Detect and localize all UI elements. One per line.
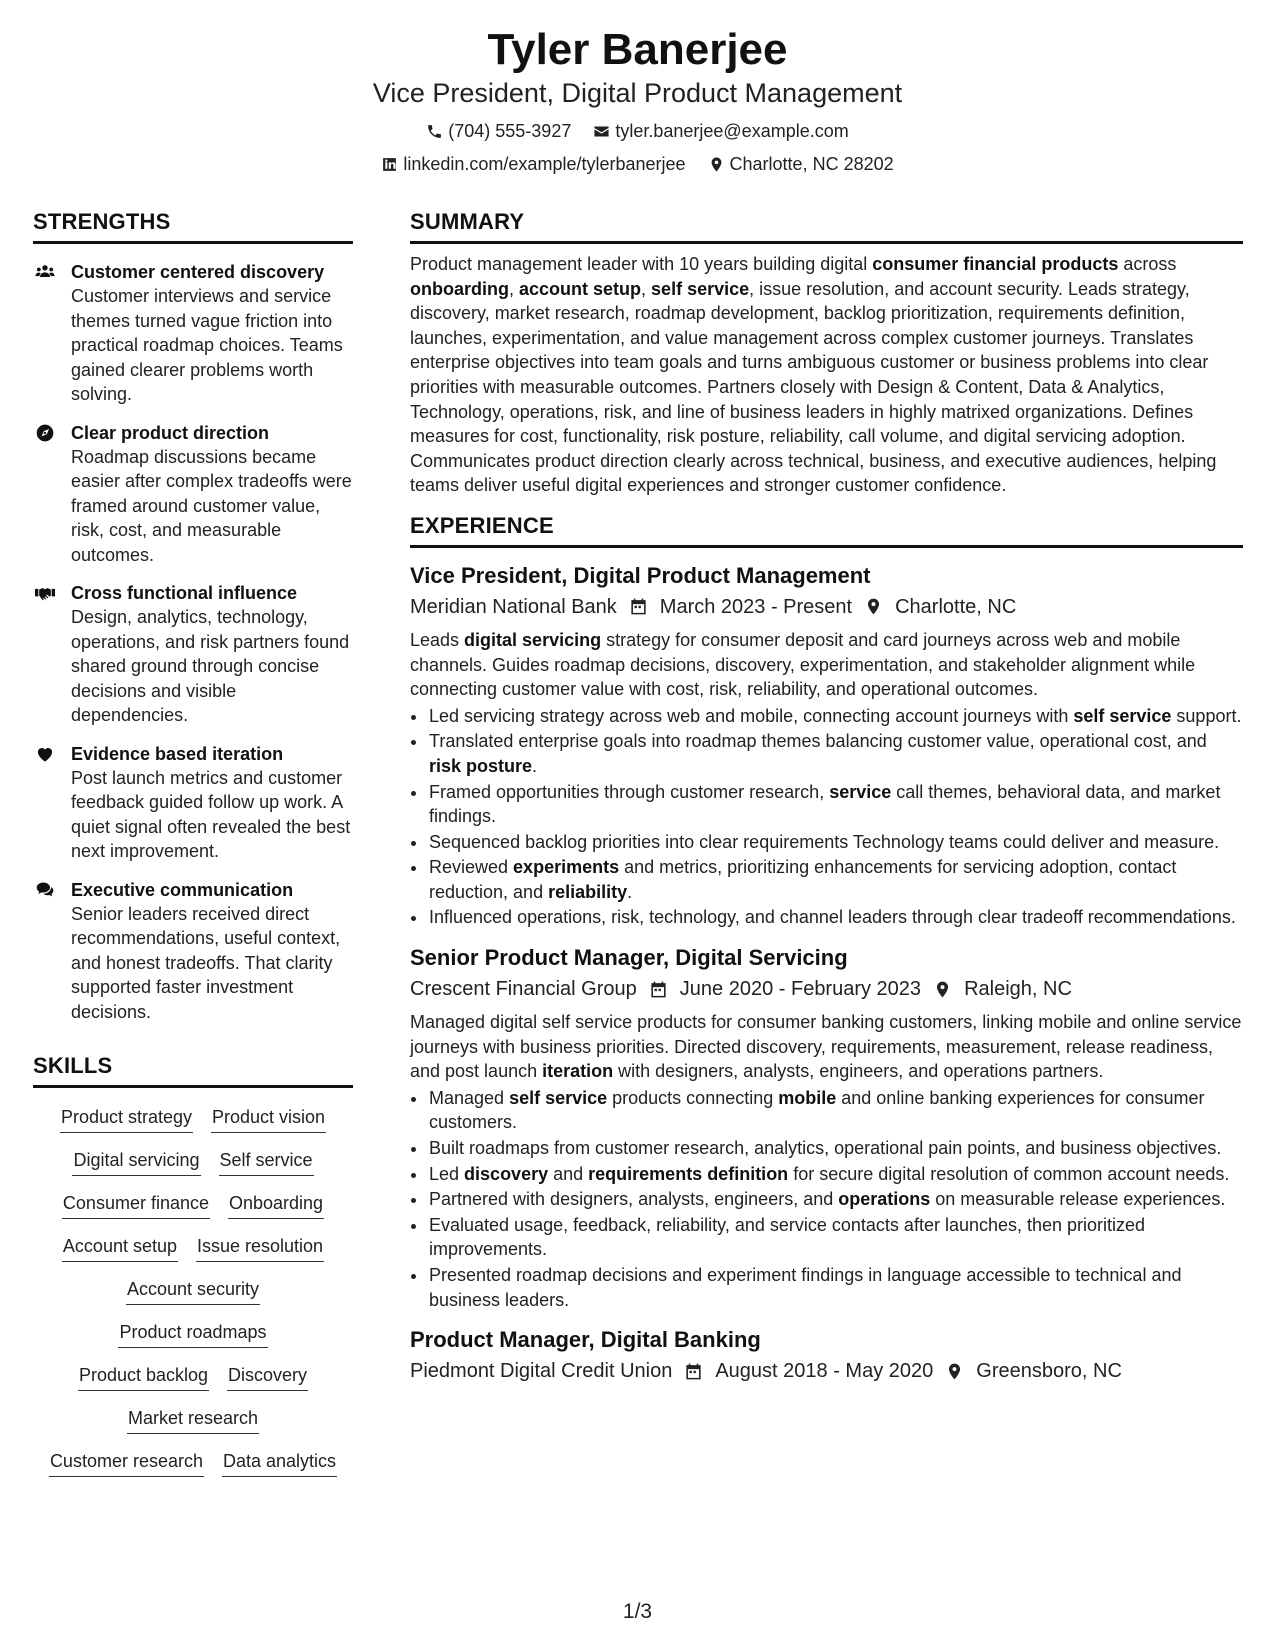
company-name: Piedmont Digital Credit Union (410, 1360, 673, 1383)
contact-row-1 (0, 120, 1275, 142)
strength-item (33, 878, 353, 1025)
bold-keyword: self service (651, 278, 750, 299)
phone-text: (704) 555-3927 (448, 121, 572, 141)
bold-keyword: service (829, 781, 892, 802)
strength-title: Customer centered discovery (71, 262, 325, 282)
skill-row (33, 1149, 353, 1176)
job-meta (410, 976, 1243, 1002)
job-dates: June 2020 - February 2023 (679, 978, 922, 1001)
skill-tag: Market research (127, 1407, 259, 1434)
bullet-item: • Led servicing strategy across web and mobile, connecting account journeys with self service support. (428, 704, 1243, 729)
skill-tag: Self service (219, 1149, 314, 1176)
bullet-item: • Sequenced backlog priorities into clear requirements Technology teams could deliver and measure. (428, 830, 1243, 855)
strengths-heading: STRENGTHS (33, 208, 353, 244)
skills-heading: SKILLS (33, 1052, 353, 1088)
phone-icon (426, 123, 443, 140)
skill-tag: Product backlog (78, 1364, 209, 1391)
skill-tag: Consumer finance (62, 1192, 210, 1219)
bullet-item: • Partnered with designers, analysts, engineers, and operations on measurable release experiences. (428, 1187, 1243, 1212)
email-contact[interactable] (593, 120, 848, 142)
strength-item (33, 260, 353, 407)
skill-tag: Product vision (211, 1106, 326, 1133)
calendar-icon (649, 980, 668, 999)
strength-title: Cross functional influence (71, 583, 298, 603)
skill-row (33, 1235, 353, 1262)
job-bullets (410, 704, 1243, 930)
strengths-list (33, 260, 353, 1024)
bold-keyword: digital servicing (464, 629, 602, 650)
bold-keyword: self service (509, 1087, 608, 1108)
skill-tag: Data analytics (222, 1450, 337, 1477)
strength-item (33, 581, 353, 728)
job-entry (410, 1326, 1243, 1384)
job-dates: August 2018 - May 2020 (715, 1360, 934, 1383)
compass-icon (35, 423, 55, 443)
skill-row (33, 1321, 353, 1348)
bullet-item: • Framed opportunities through customer research, service call themes, behavioral data, and market findings. (428, 780, 1243, 829)
bold-keyword: onboarding (410, 278, 509, 299)
strength-description: Customer interviews and service themes turned vague friction into practical roadmap choices. Teams gained clearer problems worth solving. (71, 286, 343, 404)
strength-title: Executive communication (71, 879, 294, 900)
envelope-icon (593, 123, 610, 140)
company-name: Meridian National Bank (410, 595, 617, 618)
company-name: Crescent Financial Group (410, 978, 637, 1001)
bold-keyword: operations (838, 1189, 931, 1210)
bullet-item: • Influenced operations, risk, technology, and channel leaders through clear tradeoff recommendations. (428, 905, 1243, 930)
bullet-item: • Reviewed experiments and metrics, prioritizing enhancements for servicing adoption, contact reduction, and reliability. (428, 855, 1243, 904)
candidate-title: Vice President, Digital Product Management (372, 78, 903, 108)
bold-keyword: requirements definition (588, 1163, 789, 1184)
map-marker-icon (933, 980, 952, 999)
job-location: Charlotte, NC (895, 595, 1017, 618)
map-marker-icon (708, 156, 725, 173)
strength-title: Clear product direction (71, 422, 270, 443)
users-icon (35, 262, 55, 282)
skill-tag: Customer research (49, 1450, 204, 1477)
right-column (410, 208, 1243, 1384)
job-description: Managed digital self service products for consumer banking customers, linking mobile and online service journeys with business priorities. Directed discovery, requirements, measurement, release readiness, and post launch iteration with designers, analysts, engineers, and operations partners. (410, 1012, 1242, 1082)
bullet-item: • Evaluated usage, feedback, reliability, and service contacts after launches, then prioritized improvements. (428, 1213, 1243, 1262)
bullet-item: • Built roadmaps from customer research, analytics, operational pain points, and business objectives. (428, 1136, 1243, 1161)
job-dates: March 2023 - Present (659, 595, 853, 618)
heart-icon (35, 744, 55, 764)
bullet-item: • Presented roadmap decisions and experiment findings in language accessible to technical and business leaders. (428, 1263, 1243, 1312)
skill-row (33, 1278, 353, 1305)
email-text[interactable]: tyler.banerjee@example.com (615, 121, 849, 141)
skill-tag: Product strategy (60, 1106, 193, 1133)
job-title: Product Manager, Digital Banking (410, 1327, 761, 1353)
bold-keyword: account setup (519, 278, 642, 299)
skill-tag: Discovery (227, 1364, 308, 1391)
skill-tag: Product roadmaps (118, 1321, 267, 1348)
job-title: Vice President, Digital Product Management (410, 562, 871, 588)
jobs-list (410, 562, 1243, 1384)
comments-icon (35, 880, 55, 900)
skill-row (33, 1192, 353, 1219)
experience-section (410, 512, 1243, 1384)
linkedin-contact[interactable] (381, 153, 685, 175)
skill-row (33, 1450, 353, 1477)
skill-row (33, 1106, 353, 1133)
contact-row-2 (0, 153, 1275, 175)
bullet-item: • Translated enterprise goals into roadmap themes balancing customer value, operational cost, and risk posture. (428, 729, 1243, 778)
candidate-name: Tyler Banerjee (487, 25, 788, 74)
strength-item (33, 421, 353, 568)
calendar-icon (684, 1362, 703, 1381)
bold-keyword: discovery (464, 1163, 549, 1184)
linkedin-text[interactable]: linkedin.com/example/tylerbanerjee (403, 154, 686, 174)
page-number: 1/3 (622, 1600, 653, 1623)
strength-description: Roadmap discussions became easier after complex tradeoffs were framed around customer value, risk, cost, and measurable outcomes. (71, 446, 352, 565)
skill-tag: Account security (126, 1278, 260, 1305)
linkedin-icon (381, 156, 398, 173)
skills-list (33, 1106, 353, 1477)
bold-keyword: iteration (542, 1061, 614, 1082)
bold-keyword: mobile (778, 1087, 837, 1108)
experience-heading: EXPERIENCE (410, 512, 1243, 548)
skill-tag: Onboarding (228, 1192, 324, 1219)
phone-contact (426, 120, 571, 142)
strength-description: Design, analytics, technology, operations, and risk partners found shared ground through concise decisions and visible dependencies. (71, 607, 350, 725)
job-description: Leads digital servicing strategy for consumer deposit and card journeys across web and mobile channels. Guides roadmap decisions, discovery, experimentation, and stakeholder alignment while connecting customer value with cost, risk, reliability, and operational outcomes. (410, 629, 1196, 700)
bold-keyword: self service (1073, 705, 1172, 726)
left-column (33, 208, 353, 1477)
bold-keyword: consumer financial products (872, 254, 1119, 274)
summary-heading: SUMMARY (410, 208, 1243, 244)
job-title: Senior Product Manager, Digital Servicing (410, 945, 848, 971)
summary-text: Product management leader with 10 years building digital consumer financial products across onboarding, account setup, self service, issue resolution, and account security. Leads strategy, discovery, market research, roadmap development, backlog prioritization, requirements definition, launches, experimentation, and value management across complex customer journeys. Translates enterprise objectives into team goals and turns ambiguous customer or business problems into clear priorities with measurable outcomes. Partners closely with Design & Content, Data & Analytics, Technology, operations, risk, and line of business leaders in highly matrixed organizations. Defines measures for cost, functionality, risk posture, reliability, call volume, and digital servicing adoption. Communicates product direction clearly across technical, business, and executive audiences, helping teams deliver useful digital experiences and stronger customer confidence. (410, 254, 1217, 496)
location-contact (708, 153, 894, 175)
skill-tag: Issue resolution (196, 1235, 324, 1262)
job-bullets (410, 1086, 1243, 1312)
skill-tag: Account setup (62, 1235, 178, 1262)
map-marker-icon (864, 597, 883, 616)
strength-title: Evidence based iteration (71, 743, 284, 764)
bullet-item: • Led discovery and requirements definition for secure digital resolution of common account needs. (428, 1162, 1243, 1187)
job-entry (410, 944, 1243, 1312)
skill-row (33, 1407, 353, 1434)
bullet-item: • Managed self service products connecting mobile and online banking experiences for consumer customers. (428, 1086, 1243, 1135)
handshake-icon (35, 583, 55, 603)
job-location: Raleigh, NC (964, 978, 1072, 1001)
map-marker-icon (945, 1362, 964, 1381)
strength-description: Senior leaders received direct recommendations, useful context, and honest tradeoffs. That clarity supported faster investment decisions. (71, 903, 341, 1022)
skill-row (33, 1364, 353, 1391)
job-meta (410, 1358, 1243, 1384)
job-meta (410, 594, 1243, 620)
resume-header (0, 24, 1275, 175)
location-text: Charlotte, NC 28202 (729, 154, 894, 174)
bold-keyword: risk posture (429, 755, 533, 776)
strength-description: Post launch metrics and customer feedback guided follow up work. A quiet signal often revealed the best next improvement. (71, 767, 351, 861)
strength-item (33, 742, 353, 864)
bold-keyword: experiments (513, 857, 620, 878)
calendar-icon (629, 597, 648, 616)
bold-keyword: reliability (548, 881, 628, 902)
job-location: Greensboro, NC (976, 1360, 1122, 1383)
skill-tag: Digital servicing (72, 1149, 200, 1176)
job-entry (410, 562, 1243, 930)
skills-section (33, 1052, 353, 1477)
